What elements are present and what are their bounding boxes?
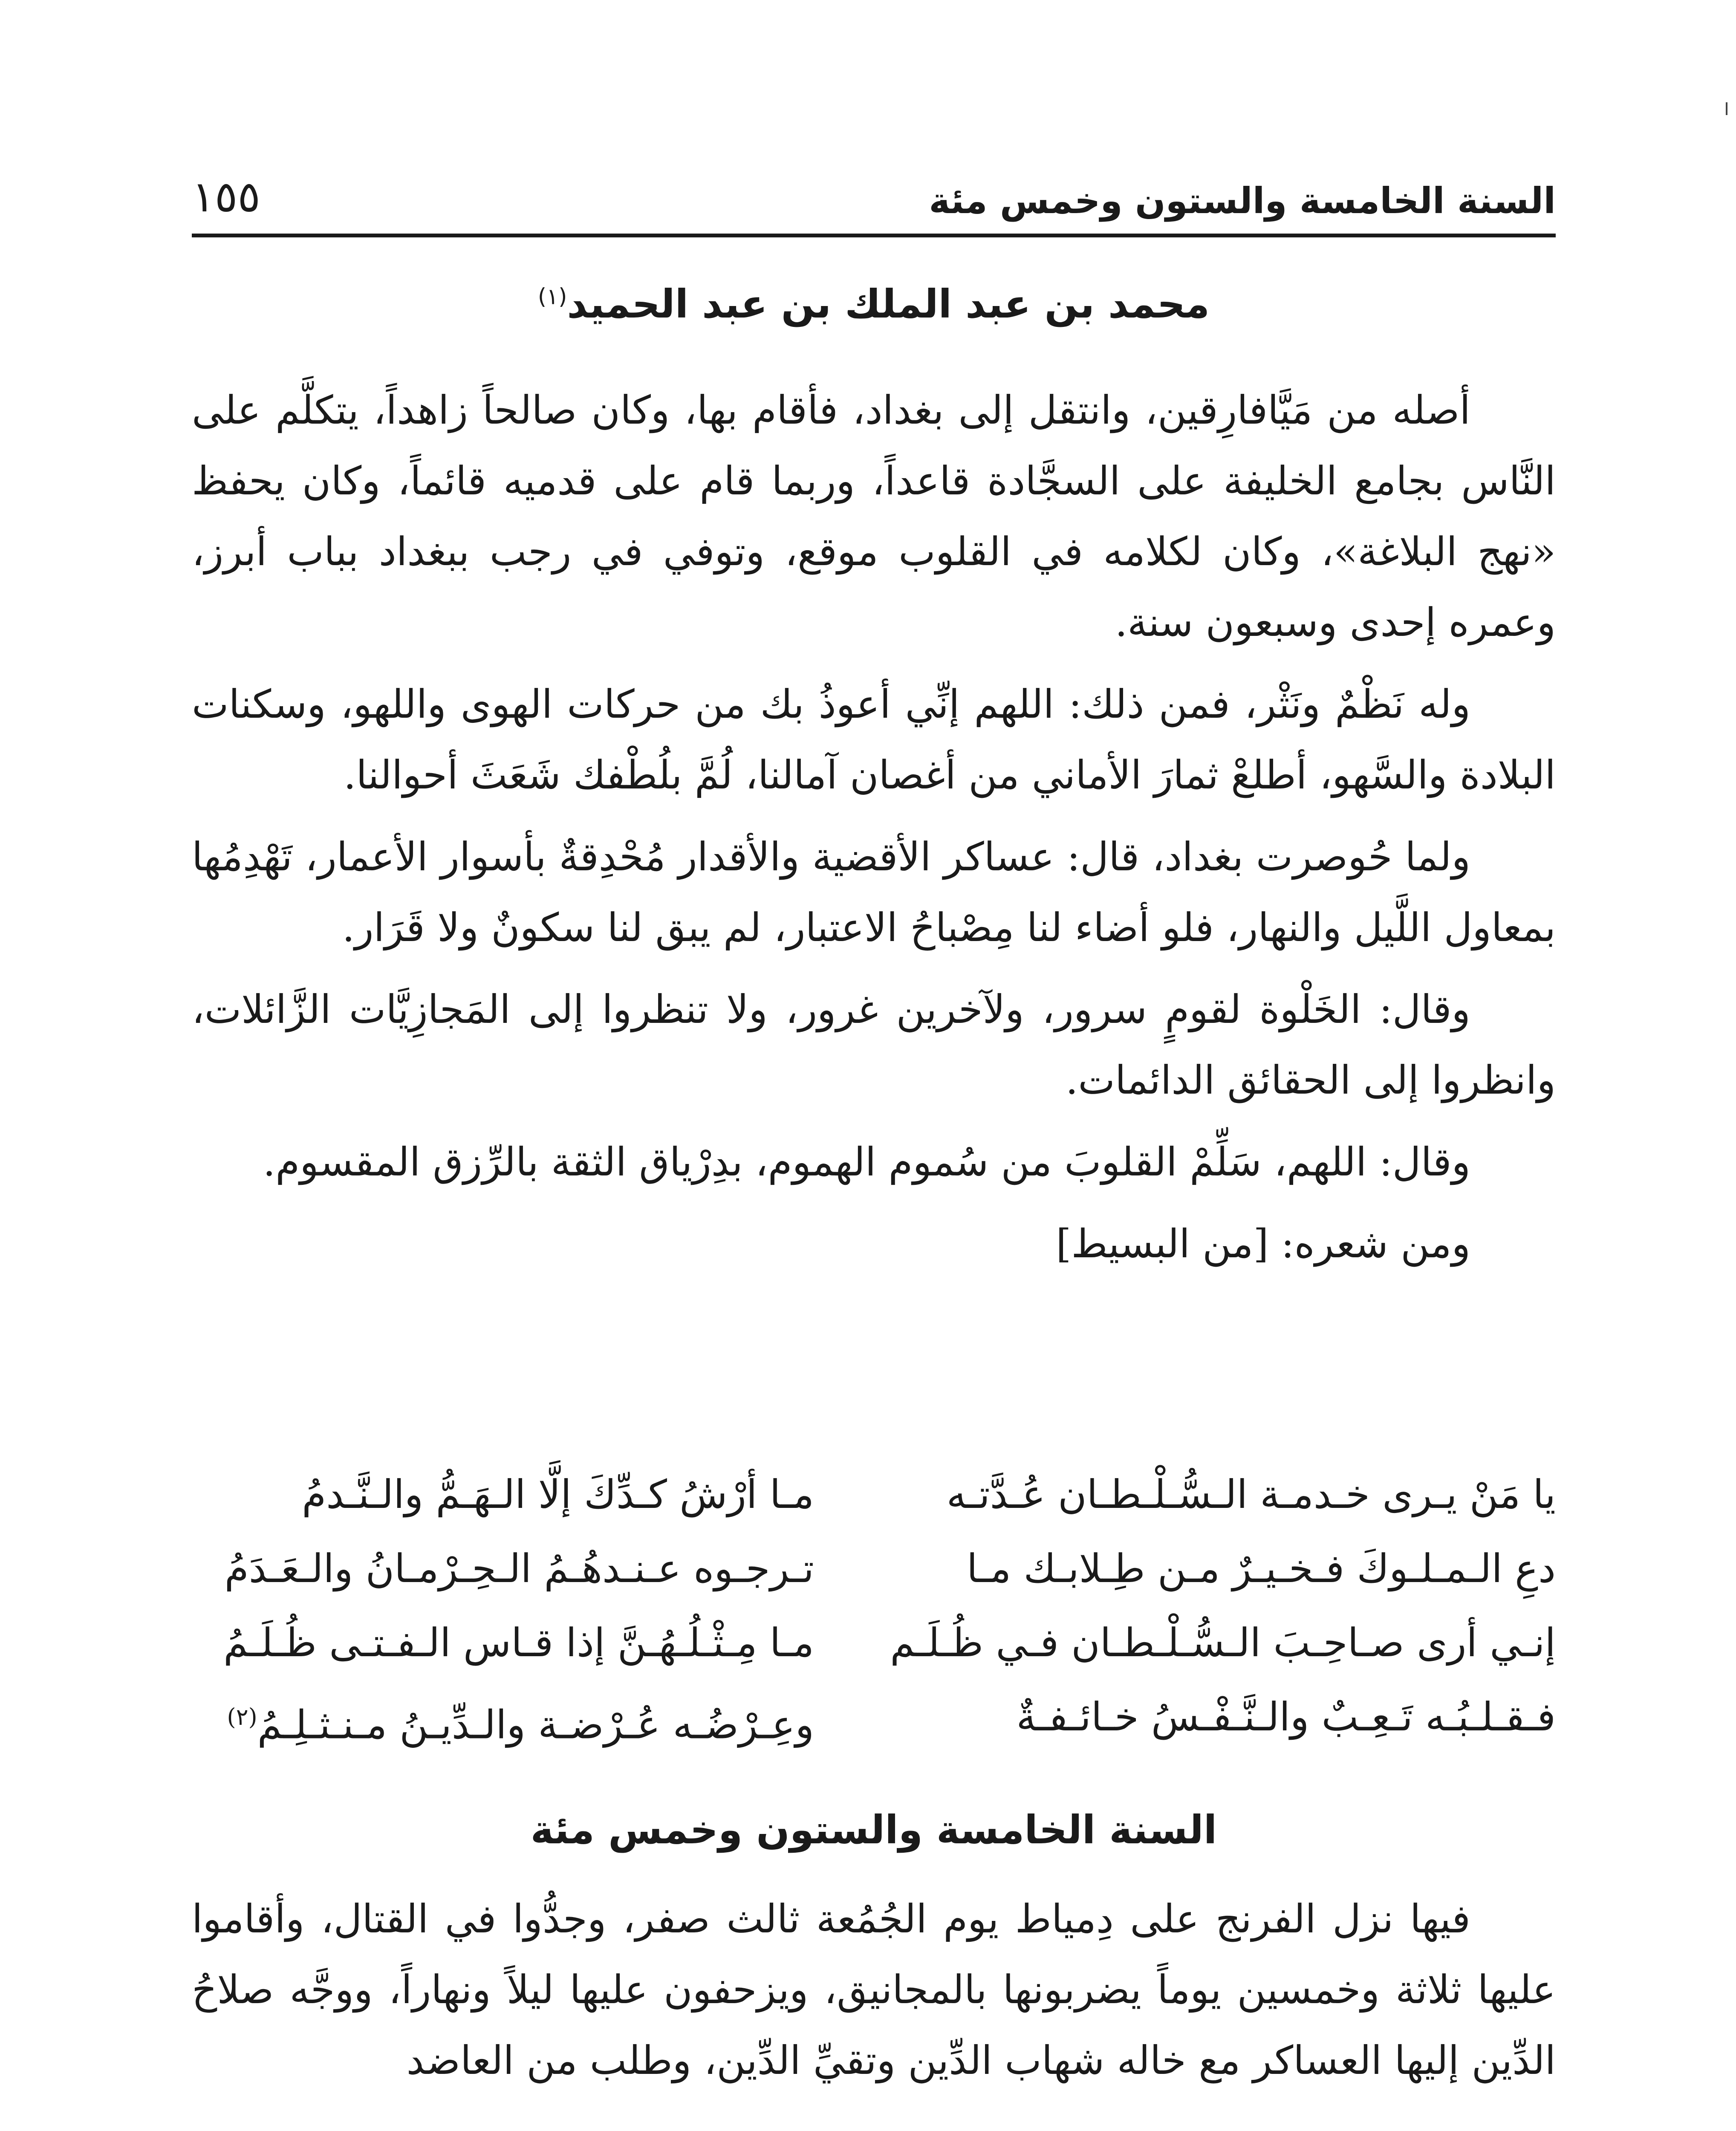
paragraph: ولما حُوصرت بغداد، قال: عساكر الأقضية والأقدار مُحْدِقةٌ بأسوار الأعمار، تَهْدِمُها بمعاول اللَّيل والنهار، فلو أضاء لنا مِصْباحُ الاعتبار، لم يبق لنا سكونٌ ولا قَرَار. [192, 834, 1556, 950]
biography-body [192, 375, 1556, 1291]
paragraph: وله نَظْمٌ ونَثْر، فمن ذلك: اللهم إنِّي أعوذُ بك من حركات الهوى واللهو، وسكنات البلادة والسَّهو، أطلعْ ثمارَ الأماني من أغصان آمالنا، لُمَّ بلُطْفك شَعَثَ أحوالنا. [192, 681, 1556, 798]
header-title: السنة الخامسة والستون وخمس مئة [929, 180, 1556, 222]
poem-verse [192, 1606, 1556, 1680]
verse-first-hemistich: فـقـلـبُـه تَـعِـبٌ والـنَّـفْـسُ خـائـفـةٌ [1016, 1694, 1556, 1740]
verse-second-hemistich: تـرجـوه عـنـدهُـمُ الـحِـرْمـانُ والـعَـدَمُ [224, 1546, 814, 1591]
page-number: ١٥٥ [192, 172, 261, 222]
verse-second-hemistich [192, 1680, 814, 1754]
header-rule [192, 234, 1556, 237]
footnote-ref-2: (٢) [227, 1704, 257, 1730]
verse-first-hemistich: دعِ الـمـلـوكَ فـخـيـرٌ مـن طِـلابـك مـا [967, 1546, 1556, 1591]
verse-first-hemistich: يا مَنْ يـرى خـدمـة الـسُّـلْـطـان عُـدَّتـه [946, 1472, 1556, 1517]
footnote-ref-1: (١) [537, 284, 567, 310]
biography-title-text: محمد بن عبد الملك بن عبد الحميد [567, 281, 1210, 327]
running-header [192, 170, 1556, 222]
poem-intro: ومن شعره: [من البسيط] [1056, 1221, 1470, 1267]
verse-second-hemistich: مـا مِـثْـلُـهُـنَّ إذا قـاس الـفـتـى ظُـلَـمُ [223, 1620, 814, 1666]
verse-text: وعِـرْضُـه عُـرْضـة والـدِّيـنُ مـنـثـلِـمُ [257, 1702, 814, 1748]
poem-verse [192, 1680, 1556, 1754]
poem-verse [192, 1532, 1556, 1606]
year-section-title: السنة الخامسة والستون وخمس مئة [530, 1807, 1217, 1853]
verse-first-hemistich: إنـي أرى صـاحِـبَ الـسُّـلْـطـان فـي ظُـلَـم [890, 1620, 1556, 1666]
scan-mark [1726, 102, 1727, 115]
paragraph: وقال: الخَلْوة لقومٍ سرور، ولآخرين غرور، ولا تنظروا إلى المَجازِيَّات الزَّائلات، وانظروا إلى الحقائق الدائمات. [192, 987, 1556, 1103]
poem [192, 1458, 1556, 1754]
verse-second-hemistich: مـا أرْشُ كـدِّكَ إلَّا الـهَـمُّ والـنَّـدمُ [302, 1472, 814, 1517]
paragraph: وقال: اللهم، سَلِّمْ القلوبَ من سُموم الهموم، بدِرْياق الثقة بالرِّزق المقسوم. [263, 1139, 1470, 1185]
paragraph: أصله من مَيَّافارِقين، وانتقل إلى بغداد، فأقام بها، وكان صالحاً زاهداً، يتكلَّم على النَّاس بجامع الخليفة على السجَّادة قاعداً، وربما قام على قدميه قائماً، وكان يحفظ «نهج البلاغة»، وكان لكلامه في القلوب موقع، وتوفي في رجب ببغداد بباب أبرز، وعمره إحدى وسبعون سنة. [192, 387, 1556, 645]
poem-verse [192, 1458, 1556, 1532]
biography-title [192, 281, 1556, 327]
paragraph: فيها نزل الفرنج على دِمياط يوم الجُمُعة ثالث صفر، وجدُّوا في القتال، وأقاموا عليها ثلاثة وخمسين يوماً يضربونها بالمجانيق، ويزحفون عليها ليلاً ونهاراً، ووجَّه صلاحُ الدِّين إليها العساكر مع خاله شهاب الدِّين وتقيِّ الدِّين، وطلب من العاضد [192, 1896, 1556, 2083]
year-section-body [192, 1884, 1556, 2107]
